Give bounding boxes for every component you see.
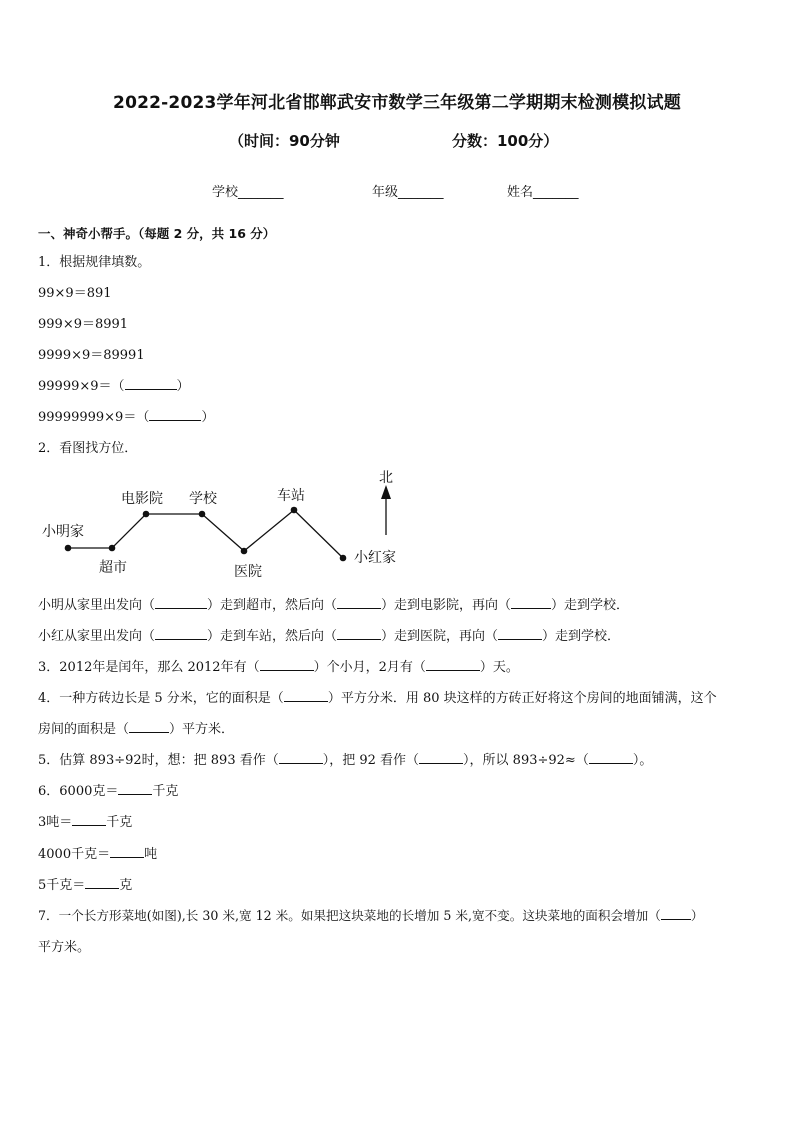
q2-line-2 xyxy=(38,625,620,644)
supermarket-point xyxy=(109,545,116,552)
exam-subtitle xyxy=(0,130,794,152)
school-field[interactable]: 学校_______ xyxy=(212,185,284,200)
q1-line-4 xyxy=(38,375,190,394)
label-supermarket: 超市 xyxy=(99,560,127,576)
q2-line-1-text: ）走到超市，然后向（ xyxy=(207,598,338,613)
q7-line-1 xyxy=(38,905,703,924)
answer-blank[interactable] xyxy=(337,627,381,640)
answer-blank[interactable] xyxy=(155,596,207,609)
q3 xyxy=(38,656,519,675)
hospital-point xyxy=(241,548,248,555)
q2-line-1-text: 小明从家里出发向（ xyxy=(38,598,156,613)
q4-text: 房间的面积是（ xyxy=(38,722,130,737)
q2-line-1 xyxy=(38,594,629,613)
answer-blank[interactable] xyxy=(110,845,144,858)
answer-blank[interactable] xyxy=(284,689,328,702)
q1-stem: 1．根据规律填数。 xyxy=(38,255,151,270)
q3-text: ）个小月，2月有（ xyxy=(313,660,426,675)
q5 xyxy=(38,749,652,768)
q3-text: ）天。 xyxy=(479,660,519,675)
answer-blank[interactable] xyxy=(149,408,201,421)
q6-text: 6．6000克＝ xyxy=(38,784,119,799)
xiaoming-point xyxy=(65,545,72,552)
q1-line-2: 999×9＝8991 xyxy=(38,317,129,332)
q3-text: 3．2012年是闰年，那么 2012年有（ xyxy=(38,660,260,675)
route-line xyxy=(68,510,343,558)
answer-blank[interactable] xyxy=(279,751,323,764)
answer-blank[interactable] xyxy=(118,782,152,795)
cinema-point xyxy=(143,511,150,518)
q6-unit: 千克 xyxy=(106,815,133,830)
answer-blank[interactable] xyxy=(589,751,633,764)
q2-line-2-text: ）走到学校． xyxy=(542,629,621,644)
q4-line-2 xyxy=(38,718,234,737)
answer-blank[interactable] xyxy=(426,658,480,671)
q4-text: 4．一种方砖边长是 5 分米，它的面积是（ xyxy=(38,691,284,706)
school-point xyxy=(199,511,206,518)
answer-blank[interactable] xyxy=(125,377,177,390)
time-limit: （时间：90分钟 xyxy=(229,132,340,150)
q6-line-3 xyxy=(38,843,157,862)
q1-line-5-text: 99999999×9＝（ xyxy=(38,410,150,425)
answer-blank[interactable] xyxy=(337,596,381,609)
direction-map xyxy=(38,465,418,590)
answer-blank[interactable] xyxy=(260,658,314,671)
station-point xyxy=(291,507,298,514)
q6-text: 4000千克＝ xyxy=(38,847,111,862)
q6-text: 5千克＝ xyxy=(38,878,86,893)
name-field[interactable]: 姓名_______ xyxy=(507,185,579,200)
q6-unit: 吨 xyxy=(144,847,158,862)
q4-line-1 xyxy=(38,687,717,706)
label-xiaoming: 小明家 xyxy=(42,524,84,540)
label-station: 车站 xyxy=(277,488,305,504)
q2-line-2-text: ）走到车站，然后向（ xyxy=(207,629,338,644)
q6-text: 3吨＝ xyxy=(38,815,73,830)
q7-text: 7．一个长方形菜地(如图),长 30 米,宽 12 米。如果把这块菜地的长增加 5 米,宽不变。这块菜地的面积会增加（ xyxy=(38,908,661,923)
exam-title: 2022-2023学年河北省邯郸武安市数学三年级第二学期期末检测模拟试题 xyxy=(113,93,681,113)
q6-line-1 xyxy=(38,780,178,799)
q1-line-1: 99×9＝891 xyxy=(38,286,112,301)
q2-line-2-text: ）走到医院，再向（ xyxy=(381,629,499,644)
grade-field[interactable]: 年级_______ xyxy=(372,185,444,200)
paren-close: ） xyxy=(201,410,215,425)
q2-stem: 2．看图找方位． xyxy=(38,441,138,456)
q4-text: ）平方分米．用 80 块这样的方砖正好将这个房间的地面铺满，这个 xyxy=(327,691,717,706)
q6-line-4 xyxy=(38,874,132,893)
q5-text: 5．估算 893÷92时，想：把 893 看作（ xyxy=(38,753,279,768)
q1-line-5 xyxy=(38,406,214,425)
answer-blank[interactable] xyxy=(72,813,106,826)
answer-blank[interactable] xyxy=(419,751,463,764)
xiaohong-point xyxy=(340,555,347,562)
label-school: 学校 xyxy=(189,491,217,507)
answer-blank[interactable] xyxy=(661,907,691,920)
label-cinema: 电影院 xyxy=(121,491,163,507)
q2-line-2-text: 小红从家里出发向（ xyxy=(38,629,156,644)
label-hospital: 医院 xyxy=(234,564,262,580)
q5-text: ）。 xyxy=(632,753,653,768)
q6-unit: 千克 xyxy=(152,784,179,799)
answer-blank[interactable] xyxy=(498,627,542,640)
total-score: 分数：100分） xyxy=(452,132,559,150)
answer-blank[interactable] xyxy=(85,876,119,889)
q1-line-3: 9999×9＝89991 xyxy=(38,348,145,363)
q7-line-2: 平方米。 xyxy=(38,940,91,955)
answer-blank[interactable] xyxy=(129,720,169,733)
q5-text: ），把 92 看作（ xyxy=(322,753,420,768)
paren-close: ） xyxy=(176,379,190,394)
answer-blank[interactable] xyxy=(511,596,551,609)
label-north: 北 xyxy=(379,470,393,486)
q6-line-2 xyxy=(38,811,132,830)
q4-text: ）平方米． xyxy=(169,722,235,737)
north-arrow-icon xyxy=(381,485,391,499)
answer-blank[interactable] xyxy=(155,627,207,640)
q5-text: ），所以 893÷92≈（ xyxy=(463,753,589,768)
q1-line-4-text: 99999×9＝（ xyxy=(38,379,125,394)
section-heading: 一、神奇小帮手。（每题 2 分，共 16 分） xyxy=(38,226,276,241)
q6-unit: 克 xyxy=(119,878,133,893)
label-xiaohong: 小红家 xyxy=(354,550,396,566)
q7-text: ） xyxy=(690,908,704,923)
q2-line-1-text: ）走到学校． xyxy=(551,598,630,613)
q2-line-1-text: ）走到电影院，再向（ xyxy=(381,598,512,613)
